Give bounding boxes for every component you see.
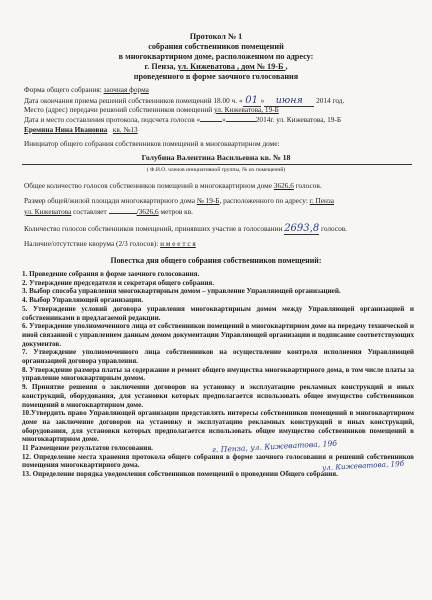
handwritten-note-storage: г. Пенза, ул. Кижеватова, 19б (211, 438, 338, 455)
date-label: Дата и место составления протокола, подсчета голосов « (24, 115, 201, 124)
area-line-2 (24, 207, 193, 216)
initiator-caption: ( Ф.И.О. членов инициативной группы, № их помещений) (146, 167, 286, 173)
voters-line (24, 223, 347, 235)
protocol-title: Протокол № 1 (189, 32, 243, 41)
protocol-subtitle-1: собрания собственников помещений (148, 42, 284, 51)
agenda-item-2: 2. Утверждение председателя и секретаря общего собрания. (22, 278, 215, 287)
area-address-label: , расположенного по адресу: (219, 196, 310, 205)
initiator-underline (22, 164, 412, 165)
agenda-item-7: 7. Утверждение уполномоченного лица собственников на осуществление контроля исполнения Управляющей организацией договора управления. (22, 348, 414, 366)
area-unit: метров кв. (158, 207, 193, 216)
area-city: г. Пенза (309, 196, 335, 205)
protocol-subtitle-2: в многоквартирном доме, расположенном по адресу: (118, 52, 314, 61)
agenda-item-12-row (22, 453, 414, 470)
initiator-name: Голубина Валентина Васильевна кв. № 18 (141, 153, 291, 162)
initiator-label: Инициатор общего собрания собственников помещений в многоквартирном доме: (24, 139, 280, 148)
area-house: № 19-Б (196, 196, 220, 205)
date-year: 2014г. ул. Кижеватова, 19-Б (255, 115, 342, 124)
chair-line (24, 125, 138, 134)
area-line (24, 196, 334, 205)
voters-label: Количество голосов собственников помещений, принявших участие в голосовании (24, 224, 285, 233)
agenda-item-6: 6. Утверждение уполномоченного лица от собственников помещений в многоквартирном доме на передачу технической и иной связанной с управлением данным домом документации Управляющей организации и подписание соответствующих документов. (22, 322, 414, 348)
agenda-item-11-row (22, 438, 414, 455)
area-compose: составляет (71, 207, 109, 216)
address-city: г. Пенза, (144, 62, 178, 71)
area-total: /3626,6 (136, 207, 159, 216)
chair-apt: кв. №13 (112, 125, 138, 134)
agenda-item-4: 4. Выбор Управляющей организации. (22, 296, 144, 305)
address-comma: , (285, 62, 288, 71)
deadline-day: 01 (243, 95, 261, 107)
agenda-list (22, 270, 414, 479)
quorum-line (24, 239, 196, 248)
deadline-quote: » (260, 96, 265, 105)
address-street: ул. Кижеватова (177, 62, 235, 71)
protocol-address (0, 62, 432, 71)
agenda-item-10: 10.Утвердить право Управляющей организации представлять интересы собственников помещений в многоквартирном доме на заключение договоров на установку и эксплуатацию рекламных конструкций и иных конструкций, оборудования, для установки которых предполагается использовать общее имущество собственников помещений в многоквартирном доме. (22, 409, 414, 444)
handwritten-note-address: ул. Кижеватова, 19б (321, 458, 405, 472)
total-votes-value: 3626,6 (273, 181, 294, 190)
agenda-item-13: 13. Определение порядка уведомления собственников помещений о проведении Общего собрания. (22, 470, 338, 479)
address-house: , дом № 19-Б (234, 62, 286, 71)
total-votes-line (24, 181, 322, 190)
agenda-title: Повестка дня общего собрания собственников помещений: (110, 256, 322, 265)
voters-value: 2693,8 (284, 223, 320, 234)
area-street: ул. Кижеватова (24, 207, 72, 216)
place-line (24, 105, 279, 114)
date-line (24, 115, 341, 124)
deadline-label: Дата окончания приема решений собственников помещений 18.00 ч. « (24, 96, 243, 105)
agenda-item-5: 5. Утверждение условий договора управления многоквартирным домом между Управляющей организацией и собственниками в предлагаемой редакции. (22, 304, 414, 322)
agenda-item-1: 1. Проведение собрания в форме заочного голосования. (22, 270, 200, 278)
form-line (24, 85, 149, 94)
date-quote: » (222, 115, 226, 124)
place-value: ул. Кижеватова, 19-Б (213, 105, 279, 114)
total-votes-label: Общее количество голосов собственников помещений в многоквартирном доме (24, 181, 274, 190)
agenda-item-12: 12. Определение места хранения протокола общего собрания в форме заочного голосования и решений собственников помещения многоквартирного дома. (22, 452, 414, 470)
protocol-form: проведенного в форме заочного голосования (133, 72, 299, 81)
quorum-value: и м е е т с я (160, 239, 196, 248)
form-label: Форма общего собрания: (24, 85, 104, 94)
agenda-item-8: 8. Утверждение размера платы за содержание и ремонт общего имущества многоквартирного дома, в том числе платы за управление многоквартирным домом. (22, 365, 414, 383)
agenda-item-11: 11 Размещение результатов голосования. (22, 444, 153, 453)
area-label: Размер общей/жилой площади многоквартирного дома (24, 196, 197, 205)
place-label: Место (адрес) передачи решений собственников помещений (24, 105, 214, 114)
deadline-month: июня (264, 95, 314, 107)
total-votes-unit: голосов. (293, 181, 322, 190)
form-value: заочная форма (103, 85, 149, 94)
agenda-item-9: 9. Принятие решения о заключении договоров на установку и эксплуатацию рекламных конструкций и иных конструкций, оборудования, для установки которых предполагается использовать общее имущество собственников помещений в многоквартирном доме. (22, 383, 414, 409)
quorum-label: Наличие/отсутствие кворума (2/3 голосов): (24, 239, 161, 248)
voters-unit: голосов. (319, 224, 348, 233)
agenda-item-3: 3. Выбор способа управления многоквартирным домом – управление Управляющей организацией. (22, 287, 341, 296)
deadline-year: 2014 год. (314, 96, 345, 105)
chair-name: Еремина Нина Ивановна (24, 125, 108, 134)
